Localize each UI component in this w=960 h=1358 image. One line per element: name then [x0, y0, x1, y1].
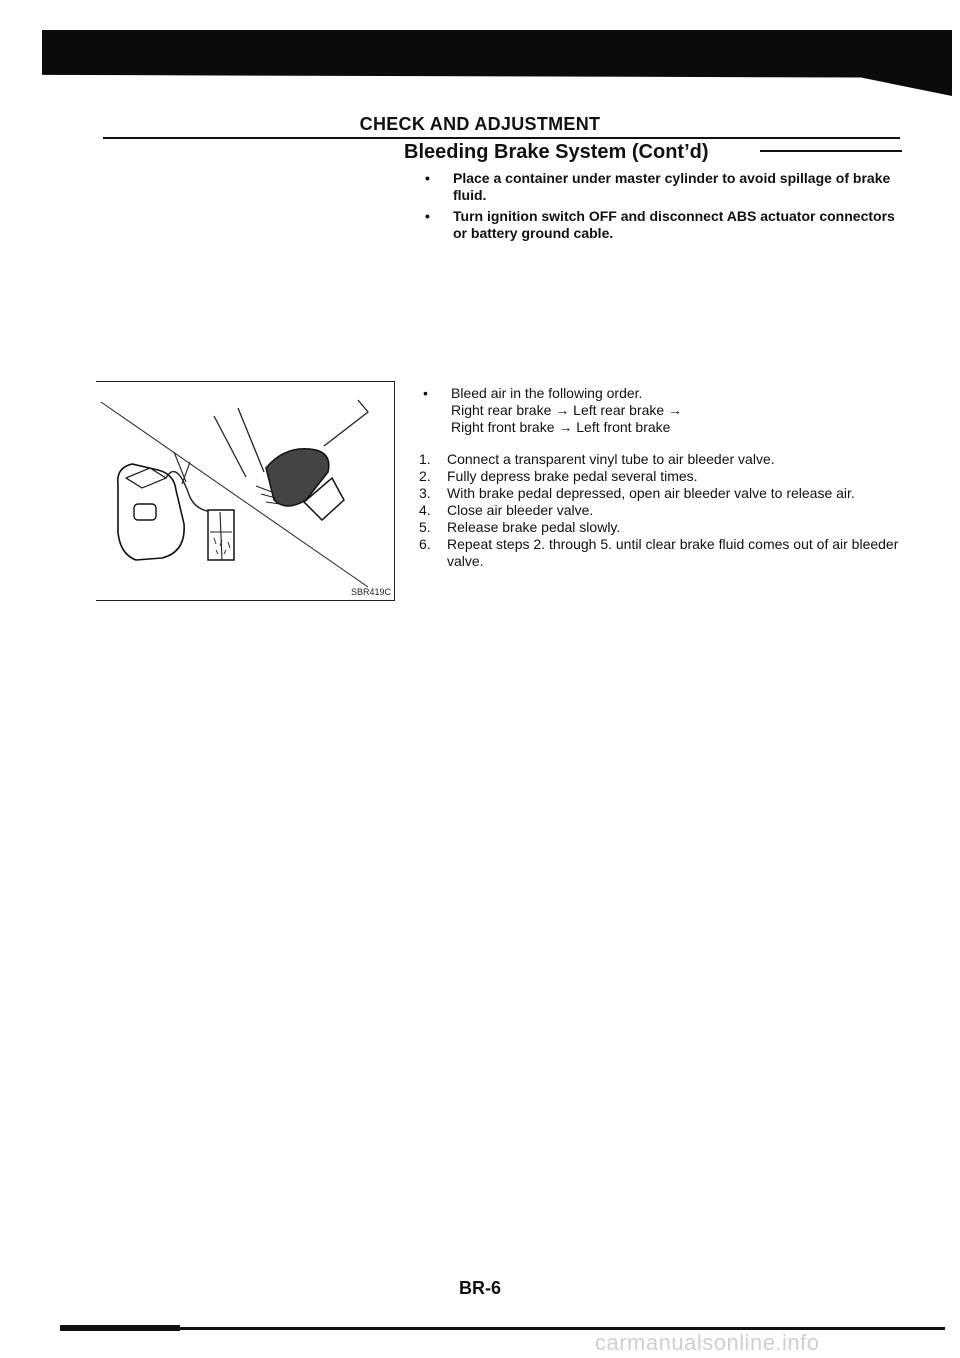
- bleed-order-block: [423, 385, 903, 436]
- section-title: CHECK AND ADJUSTMENT: [359, 114, 601, 134]
- bleed-order-line: Right rear brake → Left rear brake →: [451, 402, 683, 418]
- step-item: [419, 451, 903, 468]
- leg-line: [214, 416, 246, 477]
- bleed-order-intro: Bleed air in the following order.: [451, 385, 643, 401]
- precaution-item: [425, 208, 907, 242]
- watermark: carmanualsonline.info: [595, 1330, 820, 1355]
- page-heading: Bleeding Brake System (Cont’d): [404, 141, 709, 163]
- step-number: 5.: [419, 519, 431, 535]
- bleed-order-line: Right front brake → Left front brake: [451, 419, 671, 435]
- brake-bleeding-figure: [96, 381, 395, 601]
- step-item: [419, 536, 903, 570]
- step-item: [419, 502, 903, 519]
- precaution-text: Place a container under master cylinder to avoid spillage of brake fluid.: [453, 170, 891, 203]
- step-number: 4.: [419, 502, 431, 518]
- precaution-item: [425, 170, 907, 204]
- step-item: [419, 485, 903, 502]
- step-text: Connect a transparent vinyl tube to air bleeder valve.: [447, 451, 775, 467]
- precaution-list: [425, 170, 907, 246]
- step-item: [419, 519, 903, 536]
- heading-rule: [760, 150, 902, 152]
- step-text: Fully depress brake pedal several times.: [447, 468, 698, 484]
- header-band: [42, 30, 952, 96]
- step-number: 1.: [419, 451, 431, 467]
- step-number: 2.: [419, 468, 431, 484]
- pedal-arm: [324, 400, 368, 446]
- step-text: Repeat steps 2. through 5. until clear brake fluid comes out of air bleeder valve.: [447, 536, 899, 569]
- page-number: BR-6: [458, 1278, 501, 1298]
- bullet-icon: •: [423, 385, 428, 401]
- title-rule: [103, 137, 900, 139]
- bullet-icon: •: [425, 170, 430, 186]
- step-text: With brake pedal depressed, open air bleeder valve to release air.: [447, 485, 855, 501]
- step-number: 6.: [419, 536, 431, 552]
- brake-bleeding-illustration: [96, 382, 394, 600]
- step-text: Close air bleeder valve.: [447, 502, 594, 518]
- procedure-steps: [419, 451, 903, 570]
- step-item: [419, 468, 903, 485]
- bullet-icon: •: [425, 208, 430, 224]
- precaution-text: Turn ignition switch OFF and disconnect ABS actuator connectors or battery ground cable.: [453, 208, 895, 241]
- figure-code: SBR419C: [350, 587, 391, 597]
- step-text: Release brake pedal slowly.: [447, 519, 621, 535]
- step-number: 3.: [419, 485, 431, 501]
